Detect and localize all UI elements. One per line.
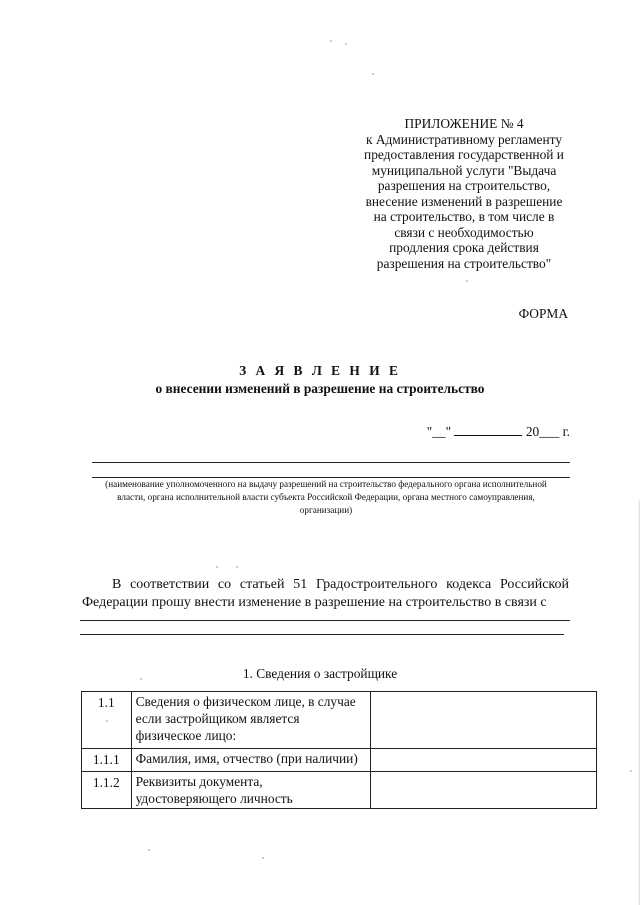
scan-speck xyxy=(216,566,218,568)
scan-speck xyxy=(330,40,332,42)
authority-caption: (наименование уполномоченного на выдачу разрешений на строительство федерального органа исполнительной власти, органа исполнительной власти субъекта Российской Федерации, органа местного самоуправления, организации) xyxy=(105,479,547,515)
date-year-prefix: 20 xyxy=(525,424,540,439)
row-number: 1.1 xyxy=(82,692,132,749)
date-close-quote: " xyxy=(445,424,452,439)
document-title: З А Я В Л Е Н И Е xyxy=(239,363,401,378)
scan-speck xyxy=(345,43,347,45)
appendix-line: связи с необходимостью xyxy=(394,224,534,240)
table-row xyxy=(82,692,597,749)
date-year-blank: ___ xyxy=(539,424,560,439)
date-field[interactable] xyxy=(427,424,570,440)
appendix-line: к Административному регламенту xyxy=(365,131,563,147)
appendix-line: ПРИЛОЖЕНИЕ № 4 xyxy=(404,116,524,131)
row-number: 1.1.2 xyxy=(82,772,132,809)
developer-info-table xyxy=(81,691,597,809)
section-title: 1. Сведения о застройщике xyxy=(242,666,398,681)
table-row xyxy=(82,772,597,809)
scan-speck xyxy=(148,849,150,851)
appendix-line: на строительство, в том числе в xyxy=(373,209,555,224)
authority-name-line-1[interactable] xyxy=(92,462,570,463)
appendix-line: разрешения на строительство, xyxy=(377,178,551,193)
scan-speck xyxy=(466,280,468,282)
row-label: Фамилия, имя, отчество (при наличии) xyxy=(131,749,371,772)
reason-line-1[interactable] xyxy=(80,620,570,621)
row-value-field[interactable] xyxy=(371,749,597,772)
row-value-field[interactable] xyxy=(371,692,597,749)
appendix-line: муниципальной услуги "Выдача xyxy=(371,162,557,178)
table-row xyxy=(82,749,597,772)
appendix-line: предоставления государственной и xyxy=(364,147,564,162)
scan-speck xyxy=(262,857,264,859)
document-subtitle: о внесении изменений в разрешение на строительство xyxy=(155,381,485,396)
reason-line-2[interactable] xyxy=(80,634,564,635)
row-number: 1.1.1 xyxy=(82,749,132,772)
date-open-quote: " xyxy=(426,424,433,439)
appendix-line: разрешения на строительство" xyxy=(376,255,552,271)
date-month-blank[interactable] xyxy=(454,434,522,436)
appendix-line: продления срока действия xyxy=(389,240,539,255)
date-day-blank: __ xyxy=(432,424,446,439)
row-value-field[interactable] xyxy=(371,772,597,809)
date-year-suffix: г. xyxy=(562,424,570,439)
form-label: ФОРМА xyxy=(518,306,568,321)
scan-speck xyxy=(106,720,108,722)
request-paragraph: В соответствии со статьей 51 Градостроительного кодекса Российской Федерации прошу внести изменение в разрешение на строительство в связи с xyxy=(82,577,569,610)
scan-speck xyxy=(236,566,238,568)
scan-speck xyxy=(372,73,374,75)
row-label: Реквизиты документа, удостоверяющего личность xyxy=(131,772,371,809)
scan-speck xyxy=(630,770,632,772)
appendix-header xyxy=(348,116,580,271)
scan-speck xyxy=(140,678,142,680)
appendix-line: внесение изменений в разрешение xyxy=(365,193,563,209)
row-label: Сведения о физическом лице, в случае если застройщиком является физическое лицо: xyxy=(131,692,371,749)
